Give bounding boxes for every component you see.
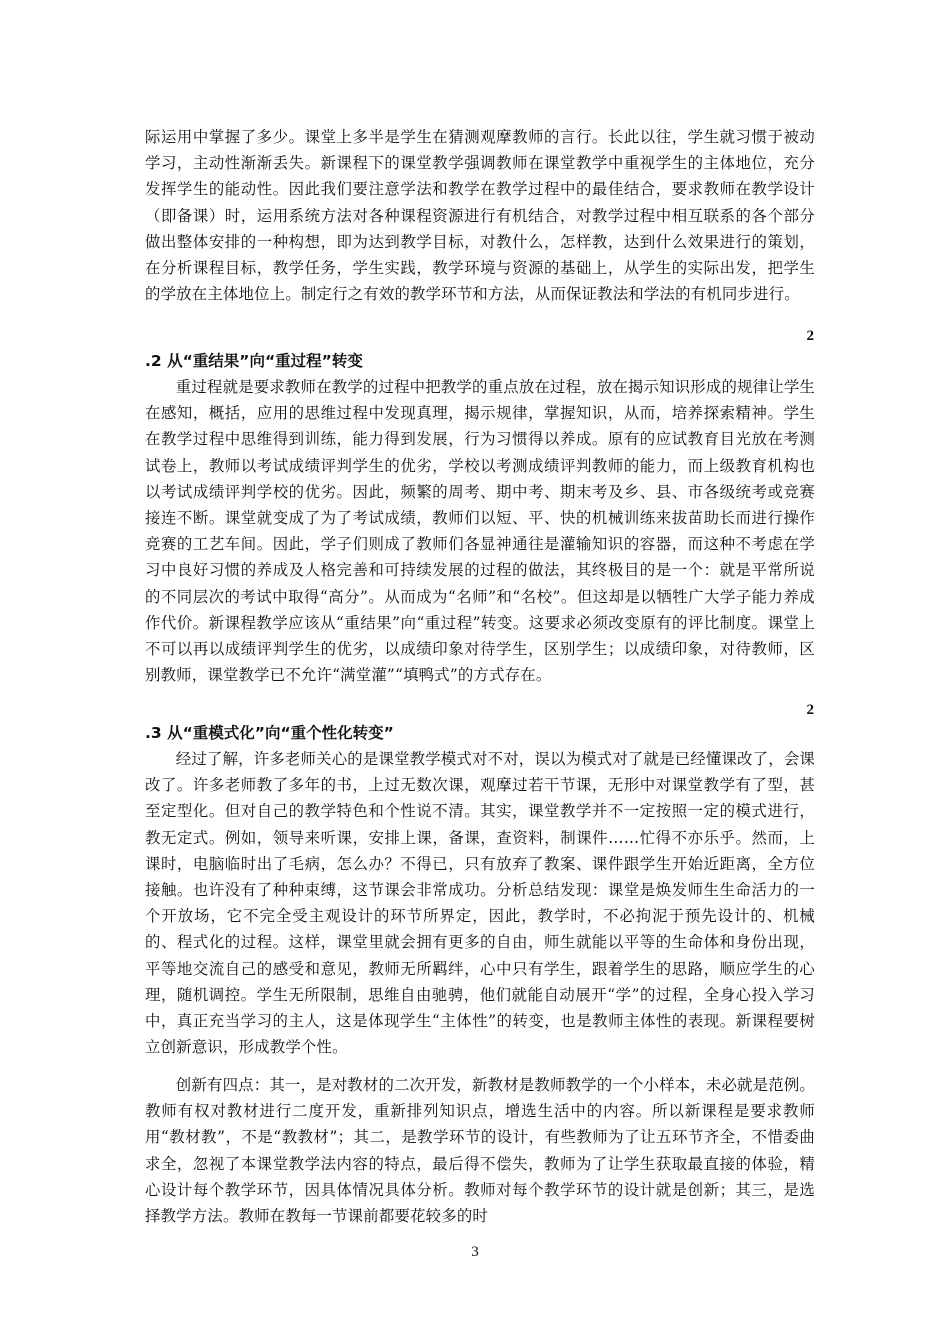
section-number-2: 2 bbox=[806, 328, 814, 344]
section-heading-3: .3 从“重模式化”向“重个性化转变” bbox=[145, 724, 394, 742]
paragraph-3: 经过了解，许多老师关心的是课堂教学模式对不对，误以为模式对了就是已经懂课改了，会课改了。许多老师教了多年的书，上过无数次课，观摩过若干节课，无形中对课堂教学有了型，甚至定型化。但对自己的教学特色和个性说不清。其实，课堂教学并不一定按照一定的模式进行，教无定式。例如，领导来听课，安排上课，备课，查资料，制课件……忙得不亦乐乎。然而，上课时，电脑临时出了毛病，怎么办？不得已，只有放弃了教案、课件跟学生开始近距离，全方位接触。也许没有了种种束缚，这节课会非常成功。分析总结发现：课堂是焕发师生生命活力的一个开放场，它不完全受主观设计的环节所界定，因此，教学时，不必拘泥于预先设计的、机械的、程式化的过程。这样，课堂里就会拥有更多的自由，师生就能以平等的生命体和身份出现，平等地交流自己的感受和意见，教师无所羁绊，心中只有学生，跟着学生的思路，顺应学生的心理，随机调控。学生无所限制，思维自由驰骋，他们就能自动展开“学”的过程，全身心投入学习中，真正充当学习的主人，这是体现学生“主体性”的转变，也是教师主体性的表现。新课程要树立创新意识，形成教学个性。 bbox=[145, 750, 816, 1057]
paragraph-1: 际运用中掌握了多少。课堂上多半是学生在猜测观摩教师的言行。长此以往，学生就习惯于被动学习，主动性渐渐丢失。新课程下的课堂教学强调教师在课堂教学中重视学生的主体地位，充分发挥学生的能动性。因此我们要注意学法和教学在教学过程中的最佳结合，要求教师在教学设计（即备课）时，运用系统方法对各种课程资源进行有机结合，对教学过程中相互联系的各个部分做出整体安排的一种构想，即为达到教学目标，对教什么，怎样教，达到什么效果进行的策划，在分析课程目标，教学任务，学生实践，教学环境与资源的基础上，从学生的实际出发，把学生的学放在主体地位上。制定行之有效的教学环节和方法，从而保证教法和学法的有机同步进行。 bbox=[145, 128, 815, 304]
section-heading-2: .2 从“重结果”向“重过程”转变 bbox=[145, 352, 363, 370]
paragraph-4: 创新有四点：其一，是对教材的二次开发，新教材是教师教学的一个小样本，未必就是范例。教师有权对教材进行二度开发，重新排列知识点，增选生活中的内容。所以新课程是要求教师用“教材教”，不是“教教材”；其二，是教学环节的设计，有些教师为了让五环节齐全，不惜委曲求全，忽视了本课堂教学法内容的特点，最后得不偿失，教师为了让学生获取最直接的体验，精心设计每个教学环节，因具体情况具体分析。教师对每个教学环节的设计就是创新；其三，是选择教学方法。教师在教每一节课前都要花较多的时 bbox=[145, 1076, 816, 1226]
paragraph-2: 重过程就是要求教师在教学的过程中把教学的重点放在过程，放在揭示知识形成的规律让学生在感知，概括，应用的思维过程中发现真理，揭示规律，掌握知识，从而，培养探索精神。学生在教学过程中思维得到训练，能力得到发展，行为习惯得以养成。原有的应试教育目光放在考测试卷上，教师以考试成绩评判学生的优劣，学校以考测成绩评判教师的能力，而上级教育机构也以考试成绩评判学校的优劣。因此，频繁的周考、期中考、期末考及乡、县、市各级统考或竞赛接连不断。课堂就变成了为了考试成绩，教师们以短、平、快的机械训练来拔苗助长而进行操作竞赛的工艺车间。因此，学子们则成了教师们各显神通往是灌输知识的容器，而这种不考虑在学习中良好习惯的养成及人格完善和可持续发展的过程的做法，其终极目的是一个：就是平常所说的不同层次的考试中取得“高分”。从而成为“名师”和“名校”。但这却是以牺牲广大学子能力养成作代价。新课程教学应该从“重结果”向“重过程”转变。这要求必须改变原有的评比制度。课堂上不可以再以成绩评判学生的优劣，以成绩印象对待学生，区别学生；以成绩印象，对待教师，区别教师，课堂教学已不允许“满堂灌”“填鸭式”的方式存在。 bbox=[145, 378, 816, 685]
page-number: 3 bbox=[471, 1244, 479, 1260]
section-number-3: 2 bbox=[806, 702, 814, 718]
